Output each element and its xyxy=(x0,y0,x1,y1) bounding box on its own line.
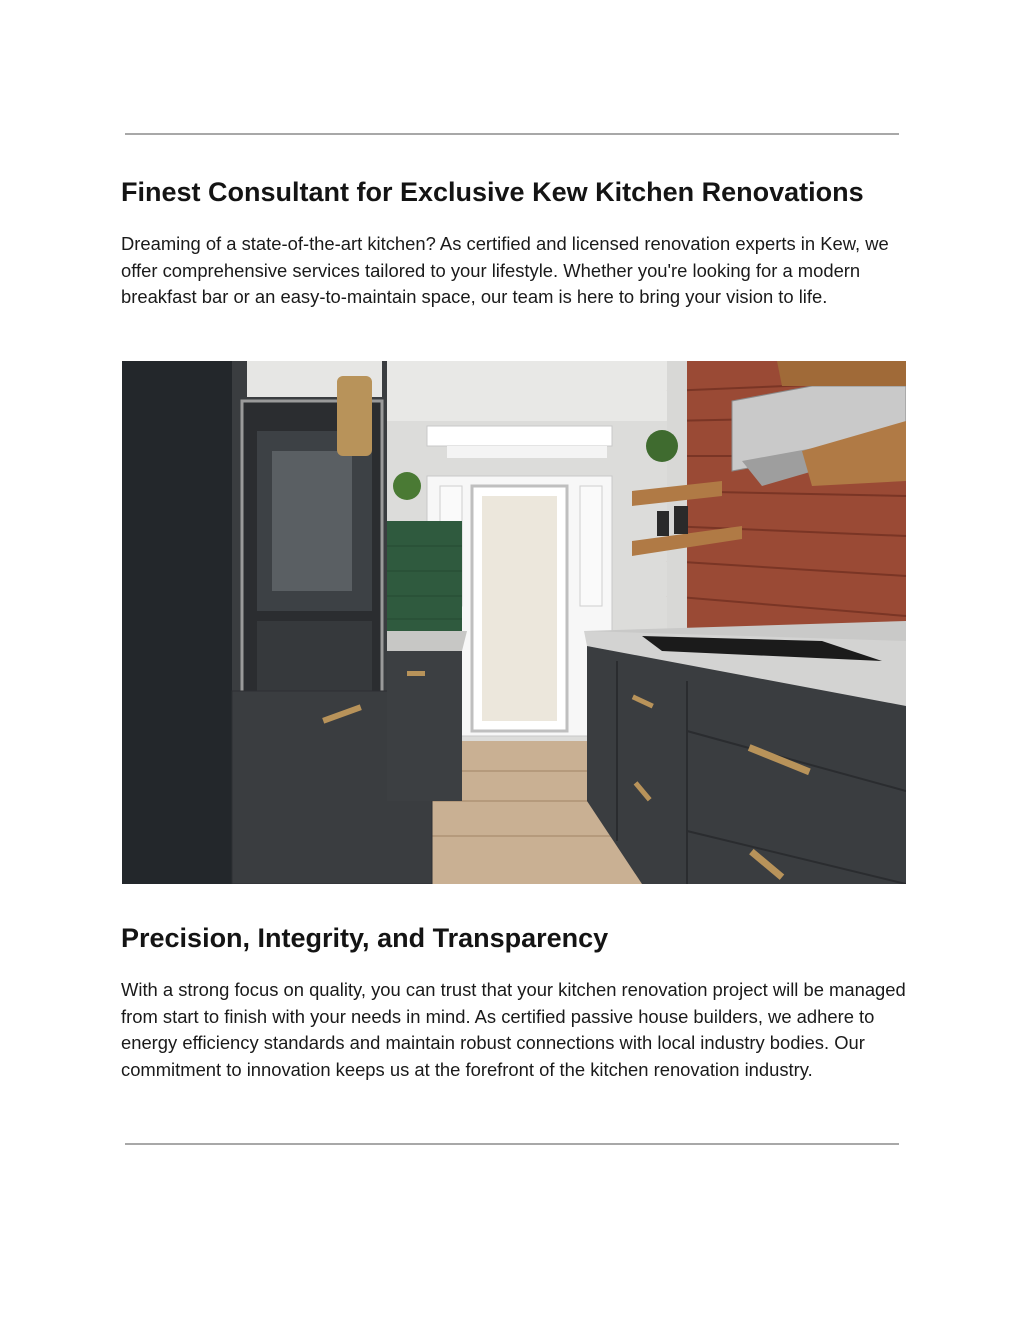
kitchen-photo xyxy=(122,361,906,884)
section-heading-kitchen-renovations: Finest Consultant for Exclusive Kew Kitchen Renovations xyxy=(121,177,864,207)
section-intro-paragraph: Dreaming of a state-of-the-art kitchen? As certified and licensed renovation experts in Kew, we offer comprehensive services tailored to your lifestyle. Whether you're looking for a modern breakfast bar or an easy-to-maintain space, our team is here to bring your vision to life. xyxy=(121,233,889,307)
section-quality-paragraph: With a strong focus on quality, you can trust that your kitchen renovation project will be managed from start to finish with your needs in mind. As certified passive house builders, we adhere to energy efficiency standards and maintain robust connections with local industry bodies. Our commitment to innovation keeps us at the forefront of the kitchen renovation industry. xyxy=(121,979,906,1080)
left-tall-cabinet xyxy=(122,361,232,884)
plant xyxy=(646,430,678,462)
bottom-divider xyxy=(125,1143,899,1145)
brass-shaker xyxy=(337,376,372,456)
top-divider xyxy=(125,133,899,135)
section-heading-precision: Precision, Integrity, and Transparency xyxy=(121,923,609,953)
green-tiles xyxy=(382,521,462,631)
